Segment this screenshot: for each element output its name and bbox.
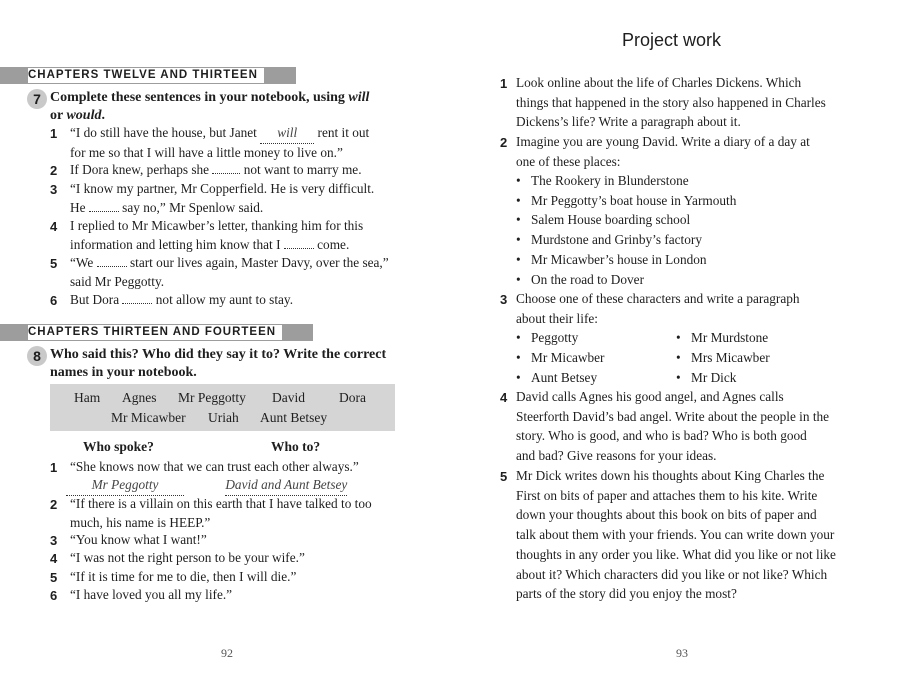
project-item-5: 5 Mr Dick writes down his thoughts about King Charles the First on bits of paper and attaches them to his kite. Write down your thoughts about this book on bits of paper and talk about them with your friends. You can write down your thoughts in any order you like. What did you like or not like about it? Which characters did you like or not like? Which parts of the story did you enjoy the most? [500, 468, 836, 602]
ex7-item-5: 5 “We start our lives again, Master Davy, over the sea,” said Mr Peggotty. [50, 255, 389, 289]
col-who-spoke: Who spoke? [83, 439, 154, 454]
exercise-7-badge: 7 [27, 89, 47, 109]
bullet-item: • The Rookery in Blunderstone [531, 171, 689, 191]
chapter-heading-2: CHAPTERS THIRTEEN AND FOURTEEN [28, 325, 282, 340]
chapter-heading-1: CHAPTERS TWELVE AND THIRTEEN [28, 68, 264, 83]
project-item-4: 4 David calls Agnes his good angel, and Agnes calls Steerforth David’s bad angel. Write about the people in the story. Who is good, and who is bad? Who is both good and bad? Give reasons for your ideas. [500, 389, 830, 464]
answer-who-spoke: Mr Peggotty [66, 476, 184, 496]
bullet-item: • Mr Peggotty’s boat house in Yarmouth [531, 191, 736, 211]
bullet-item: • Mr Dick [691, 368, 736, 388]
ex7-item-4: 4 I replied to Mr Micawber’s letter, thanking him for this information and letting him know that I come. [50, 218, 364, 252]
name-word: Mr Peggotty [178, 390, 246, 405]
bullet-item: • Mr Micawber [531, 348, 604, 368]
project-item-2: 2 Imagine you are young David. Write a diary of a day at one of these places: [500, 134, 810, 169]
project-item-1: 1 Look online about the life of Charles Dickens. Which things that happened in the story also happened in Charles Dickens’s life? Write a paragraph about it. [500, 75, 826, 130]
ex8-item-4: 4 “I was not the right person to be your wife.” [50, 550, 305, 566]
blank [97, 266, 127, 267]
name-word: David [272, 390, 305, 405]
ex8-item-1-answers [66, 476, 366, 496]
ex7-item-1: 1 “I do still have the house, but Janet will rent it out for me so that I will have a little money to live on.” [50, 125, 370, 160]
name-word: Aunt Betsey [260, 410, 328, 425]
ex7-item-3: 3 “I know my partner, Mr Copperfield. He is very difficult. He say no,” Mr Spenlow said. [50, 181, 375, 215]
bullet-item: • Aunt Betsey [531, 368, 597, 388]
ex7-item-6: 6 But Dora not allow my aunt to stay. [50, 292, 294, 308]
bullet-item: • Salem House boarding school [531, 210, 690, 230]
bullet-item: • Mr Murdstone [691, 328, 768, 348]
bullet-item: • On the road to Dover [531, 270, 644, 290]
answer-who-to: David and Aunt Betsey [225, 476, 347, 496]
col-who-to: Who to? [271, 439, 321, 454]
name-word: Uriah [208, 410, 239, 425]
name-word: Ham [74, 390, 101, 405]
name-word: Dora [339, 390, 366, 405]
right-page [450, 0, 900, 690]
page-number-left: 92 [221, 646, 233, 660]
ex8-item-2: 2 “If there is a villain on this earth that I have talked to too much, his name is HEEP.” [50, 496, 372, 530]
ex8-item-5: 5 “If it is time for me to die, then I will die.” [50, 569, 297, 585]
blank [212, 173, 240, 174]
bullet-item: • Peggotty [531, 328, 578, 348]
page-title: Project work [622, 30, 722, 50]
exercise-7-instruction: Complete these sentences in your notebook, using will or would. [50, 90, 370, 123]
project-item-3: 3 Choose one of these characters and write a paragraph about their life: [500, 291, 800, 326]
names-box [50, 384, 395, 431]
page-number-right: 93 [676, 646, 688, 660]
blank [122, 303, 152, 304]
name-word: Mr Micawber [111, 410, 186, 425]
blank [89, 211, 119, 212]
ex7-item-2: 2 If Dora knew, perhaps she not want to marry me. [50, 162, 362, 178]
ex8-item-1: 1 “She knows now that we can trust each other always.” [50, 459, 359, 475]
bullet-item: • Mr Micawber’s house in London [531, 250, 707, 270]
blank [284, 248, 314, 249]
bullet-item: • Mrs Micawber [691, 348, 770, 368]
exercise-8-instruction: Who said this? Who did they say it to? Write the correct names in your notebook. [50, 347, 387, 380]
bullet-item: • Murdstone and Grinby’s factory [531, 230, 702, 250]
chapter-banner-1 [0, 67, 296, 84]
fill-blank: will [260, 124, 314, 144]
ex8-item-3: 3 “You know what I want!” [50, 532, 207, 548]
chapter-banner-2 [0, 324, 313, 341]
name-word: Agnes [122, 390, 157, 405]
exercise-8-badge: 8 [27, 346, 47, 366]
ex8-item-6: 6 “I have loved you all my life.” [50, 587, 233, 603]
